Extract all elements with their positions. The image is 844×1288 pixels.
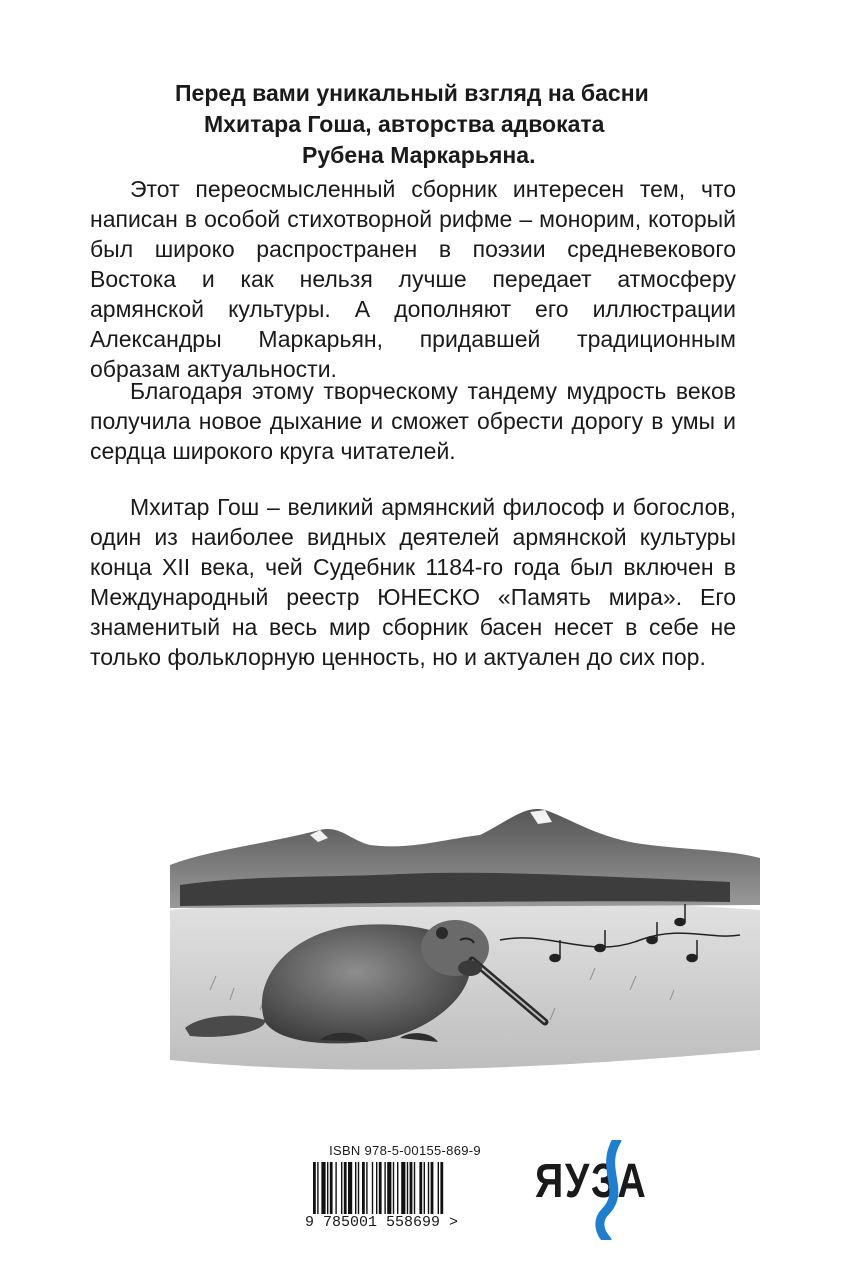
paragraph-2 [90,376,736,466]
logo-swoosh-icon [587,1140,627,1240]
isbn-label: ISBN 978-5-00155-869-9 [329,1143,481,1158]
heading-line-2: Мхитара Гоша, авторства адвоката [204,111,605,137]
barcode-block [305,1143,505,1235]
paragraph-2-text: Благодаря этому творческому тандему мудрость веков получила новое дыхание и сможет обрести дорогу в умы и сердца широкого круга читателей. [90,378,736,464]
paragraph-1-text: Этот переосмысленный сборник интересен тем, что написан в особой стихотворной рифме – монорим, который был широко распространен в поэзии средневекового Востока и как нельзя лучше передает атмосферу армянской культуры. А дополняют его иллюстрации Александры Маркарьян, придавшей традиционным образам актуальности. [90,176,736,382]
heading-line-3: Рубена Маркарьяна. [302,142,536,168]
heading-line-1: Перед вами уникальный взгляд на басни [175,80,649,106]
heading [120,78,740,171]
publisher-logo [535,1140,648,1240]
beaver-illustration [170,790,760,1080]
paragraph-3 [90,492,736,672]
publisher-logo-text: ЯУЗА [535,1155,648,1208]
paragraph-3-text: Мхитар Гош – великий армянский философ и богослов, один из наиболее видных деятелей армянской культуры конца XII века, чей Судебник 1184-го года был включен в Международный реестр ЮНЕСКО «Память мира». Его знаменитый на весь мир сборник басен несет в себе не только фольклорную ценность, но и актуален до сих пор. [90,494,736,670]
barcode-icon [305,1162,505,1214]
paragraph-1 [90,174,736,384]
barcode-digits: 9 785001 558699 > [305,1214,459,1231]
